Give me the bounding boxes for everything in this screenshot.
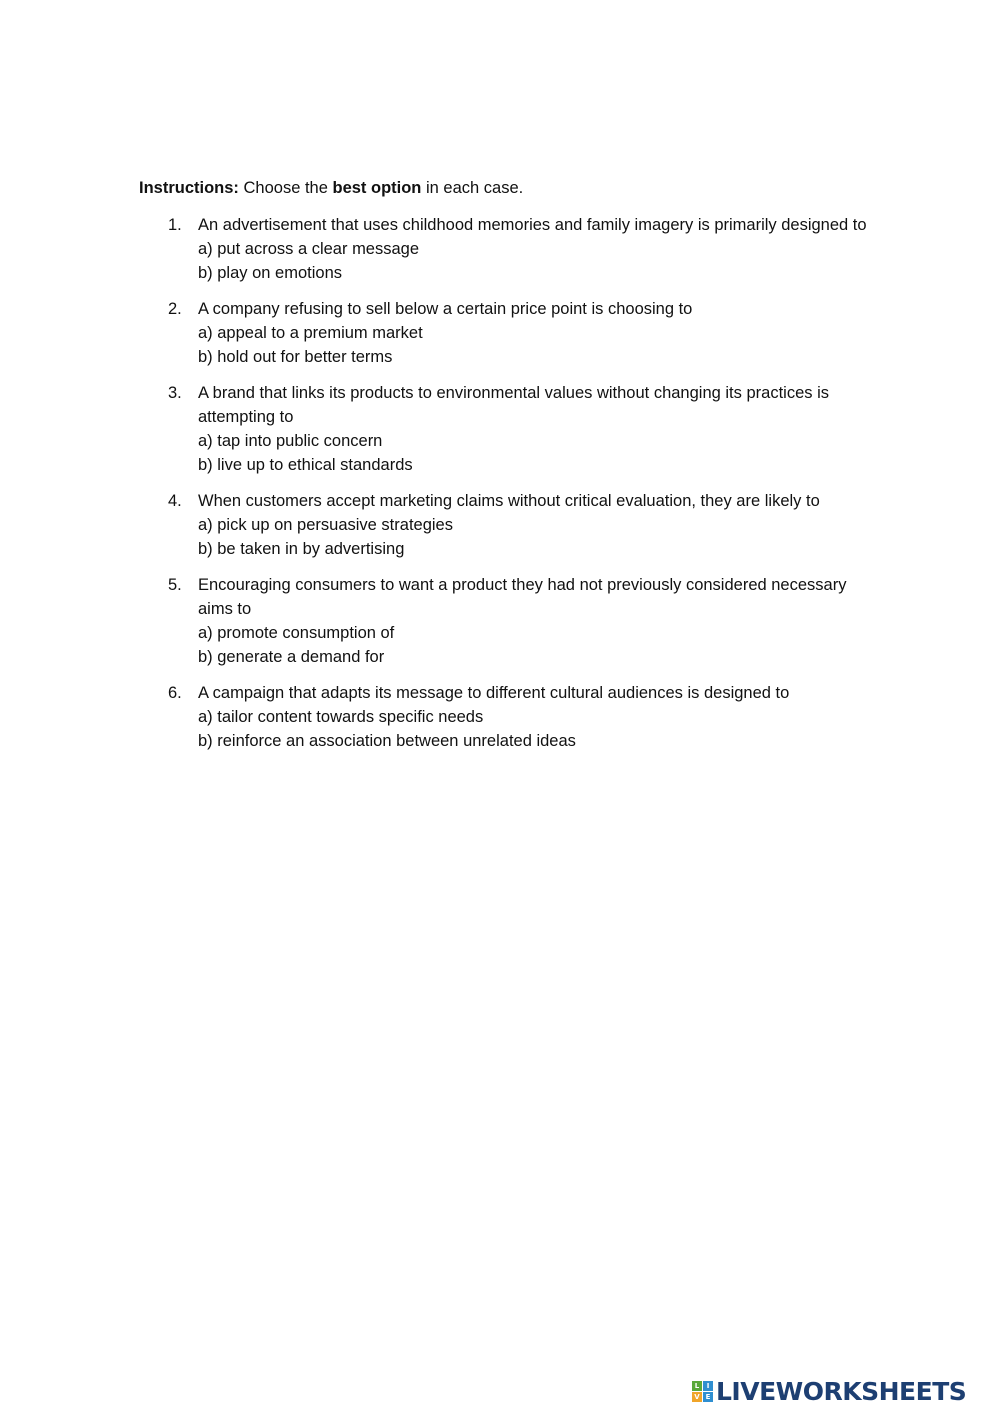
option-b[interactable]: b) live up to ethical standards — [198, 456, 413, 474]
instructions-text-before: Choose the — [238, 179, 333, 197]
question-number: 3. — [168, 384, 182, 402]
instructions-text-after: in each case. — [421, 179, 524, 197]
liveworksheets-logo-icon — [692, 1381, 713, 1402]
logo-tile-i: I — [703, 1381, 713, 1391]
question-list — [139, 213, 879, 753]
question-number: 1. — [168, 216, 182, 234]
option-b[interactable]: b) be taken in by advertising — [198, 540, 405, 558]
question-4 — [139, 489, 879, 561]
option-b[interactable]: b) reinforce an association between unrelated ideas — [198, 732, 576, 750]
question-5 — [139, 573, 879, 669]
logo-text: LIVEWORKSHEETS — [716, 1376, 967, 1406]
logo-tile-v: V — [692, 1392, 702, 1402]
question-number: 5. — [168, 576, 182, 594]
question-number: 6. — [168, 684, 182, 702]
instructions-label: Instructions: — [139, 179, 239, 197]
option-a[interactable]: a) appeal to a premium market — [198, 324, 423, 342]
option-b[interactable]: b) hold out for better terms — [198, 348, 393, 366]
liveworksheets-logo — [692, 1376, 966, 1406]
question-stem: An advertisement that uses childhood memories and family imagery is primarily designed to — [198, 216, 867, 234]
question-number: 2. — [168, 300, 182, 318]
logo-tile-e: E — [703, 1392, 713, 1402]
question-3 — [139, 381, 879, 477]
question-stem: A brand that links its products to environmental values without changing its practices is attempting to — [198, 384, 829, 426]
instructions-emphasis: best option — [332, 179, 422, 197]
option-b[interactable]: b) play on emotions — [198, 264, 342, 282]
option-a[interactable]: a) pick up on persuasive strategies — [198, 516, 453, 534]
option-a[interactable]: a) tap into public concern — [198, 432, 383, 450]
option-a[interactable]: a) tailor content towards specific needs — [198, 708, 484, 726]
question-2 — [139, 297, 879, 369]
question-6 — [139, 681, 879, 753]
option-a[interactable]: a) put across a clear message — [198, 240, 420, 258]
question-stem: When customers accept marketing claims without critical evaluation, they are likely to — [198, 492, 820, 510]
question-stem: A company refusing to sell below a certain price point is choosing to — [198, 300, 693, 318]
logo-tile-l: L — [692, 1381, 702, 1391]
question-stem: Encouraging consumers to want a product they had not previously considered necessary aims to — [198, 576, 847, 618]
question-1 — [139, 213, 879, 285]
question-stem: A campaign that adapts its message to different cultural audiences is designed to — [198, 684, 790, 702]
worksheet — [139, 176, 879, 765]
option-a[interactable]: a) promote consumption of — [198, 624, 395, 642]
question-number: 4. — [168, 492, 182, 510]
instructions — [139, 176, 879, 200]
option-b[interactable]: b) generate a demand for — [198, 648, 385, 666]
